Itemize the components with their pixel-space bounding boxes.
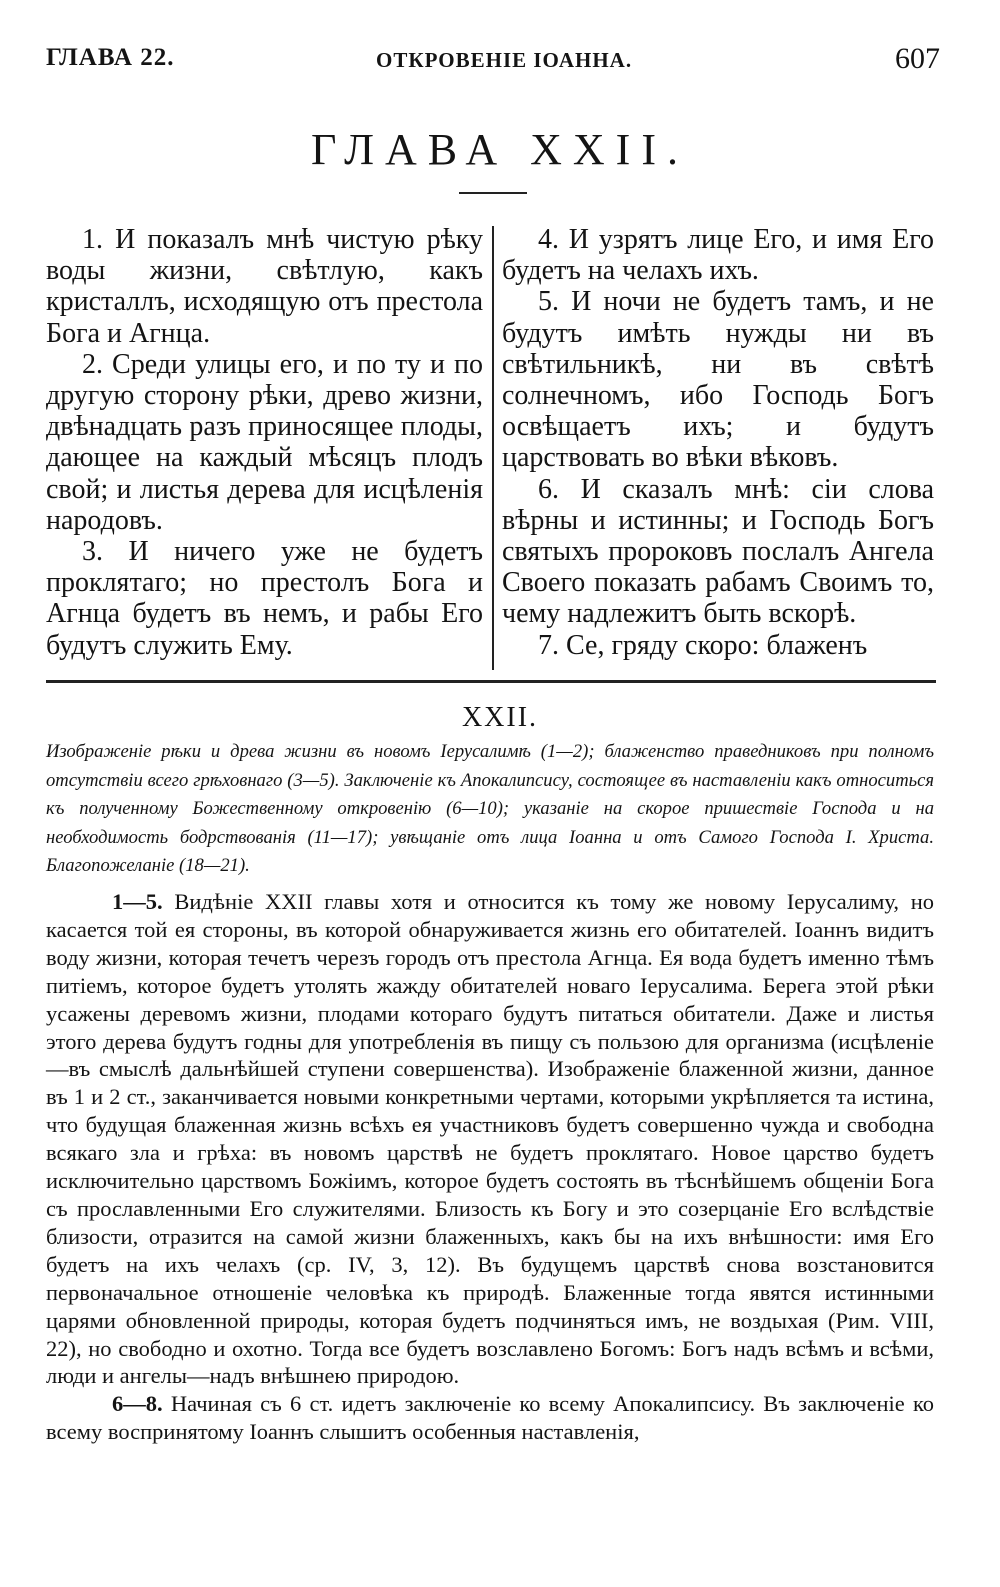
verse: 1. И показалъ мнѣ чистую рѣку воды жизни, свѣтлую, какъ кристаллъ, исходящую отъ престола Бога и Агнца.: [46, 224, 483, 349]
book-title: ОТКРОВЕНІЕ ІОАННА.: [376, 48, 633, 72]
commentary-paragraph: [46, 888, 934, 1390]
verse: 2. Среди улицы его, и по ту и по другую сторону рѣки, древо жизни, двѣнадцать разъ приносящее плоды, дающее на каждый мѣсяцъ плодъ свой; и листья дерева для исцѣленія народовъ.: [46, 348, 483, 536]
title-rule: [459, 192, 527, 194]
verse: 5. И ночи не будетъ тамъ, и не будутъ имѣть нужды ни въ свѣтильникѣ, ни въ свѣтѣ солнечномъ, ибо Господь Богъ освѣщаетъ ихъ; и будутъ царствовать во вѣки вѣковъ.: [502, 286, 934, 474]
verse: 7. Се, гряду скоро: блаженъ: [538, 629, 868, 661]
commentary-body: [46, 888, 934, 1446]
column-divider: [492, 226, 494, 670]
verse: 3. И ничего уже не будетъ проклятаго; но престолъ Бога и Агнца будетъ въ немъ, и рабы Его будутъ служить Ему.: [46, 536, 483, 661]
paragraph-text: Начиная съ 6 ст. идетъ заключеніе ко всему Апокалипсису. Въ заключеніе ко всему воспринятому Іоаннъ слышитъ особенныя наставленія,: [46, 1391, 935, 1445]
section-divider: [46, 680, 936, 683]
verse: 6. И сказалъ мнѣ: сіи слова вѣрны и истинны; и Господь Богъ святыхъ пророковъ послалъ Ангела Своего показать рабамъ Своимъ то, чему надлежитъ быть вскорѣ.: [502, 473, 934, 630]
verse-range: 6—8.: [112, 1391, 163, 1417]
chapter-title: ГЛАВА XXII.: [311, 125, 689, 174]
verses-column-left: [46, 224, 483, 661]
verses-column-right: [502, 224, 934, 661]
paragraph-text: Видѣніе XXII главы хотя и относится къ тому же новому Іерусалиму, но касается той ея стороны, въ которой обнаруживается жизнь его обитателей. Іоаннъ видитъ воду жизни, которая течетъ черезъ городъ отъ престола Агнца. Ея вода будетъ именно тѣмъ питіемъ, которое будетъ утолять жажду обитателей новаго Іерусалима. Берега этой рѣки усажены деревомъ жизни, плодами котораго будутъ питаться обитатели. Даже и листья этого дерева будутъ годны для употребленія въ пищу съ пользою для организма (исцѣленіе—въ смыслѣ дальнѣйшей ступени совершенства). Изображеніе блаженной жизни, данное въ 1 и 2 ст., заканчивается новыми конкретными чертами, которыми укрѣпляется та истина, что будущая блаженная жизнь всѣхъ ея участниковъ будетъ совершенно чужда и свободна всякаго зла и грѣха: въ новомъ царствѣ не будетъ проклятаго. Новое царство будетъ исключительно царствомъ Божіимъ, которое будетъ состоять въ тѣснѣйшемъ общеніи Бога съ прославленными Его служителями. Близость къ Богу и это созерцаніе Его вслѣдствіе близости, отразится на самой жизни блаженныхъ, какъ бы на ихъ внѣшности: имя Его будетъ на ихъ челахъ (ср. IV, 3, 12). Въ будущемъ царствѣ снова возстановится первоначальное отношеніе человѣка къ природѣ. Блаженные тогда явятся истинными царями обновленной природы, которая будетъ подчиняться имъ, не воздыхая (Рим. VIII, 22), но свободно и охотно. Тогда все будетъ возславлено Богомъ: Богъ надъ всѣмъ и всѣми, люди и ангелы—надъ внѣшнею природою.: [46, 889, 934, 1389]
running-head: [46, 42, 940, 82]
verse-range: 1—5.: [112, 889, 163, 914]
summary-text: Изображеніе рѣки и древа жизни въ новомъ Іерусалимѣ (1—2); блаженство праведниковъ при полномъ отсутствіи всего грѣховнаго (3—5). Заключеніе къ Апокалипсису, состоящее въ наставленіи какъ относиться къ полученному Божественному откровенію (6—10); указаніе на скорое пришествіе Господа и на необходимость бодрствованія (11—17); увѣщаніе отъ лица Іоанна и отъ Самого Господа І. Христа. Благопожеланіе (18—21).: [46, 741, 934, 877]
chapter-label: ГЛАВА 22.: [46, 44, 175, 71]
chapter-summary: [46, 738, 934, 881]
commentary-paragraph: [46, 1390, 934, 1446]
page-number: 607: [895, 42, 940, 75]
commentary-title: XXII.: [461, 702, 539, 733]
verse: 4. И узрятъ лице Его, и имя Его будетъ на челахъ ихъ.: [502, 224, 934, 287]
